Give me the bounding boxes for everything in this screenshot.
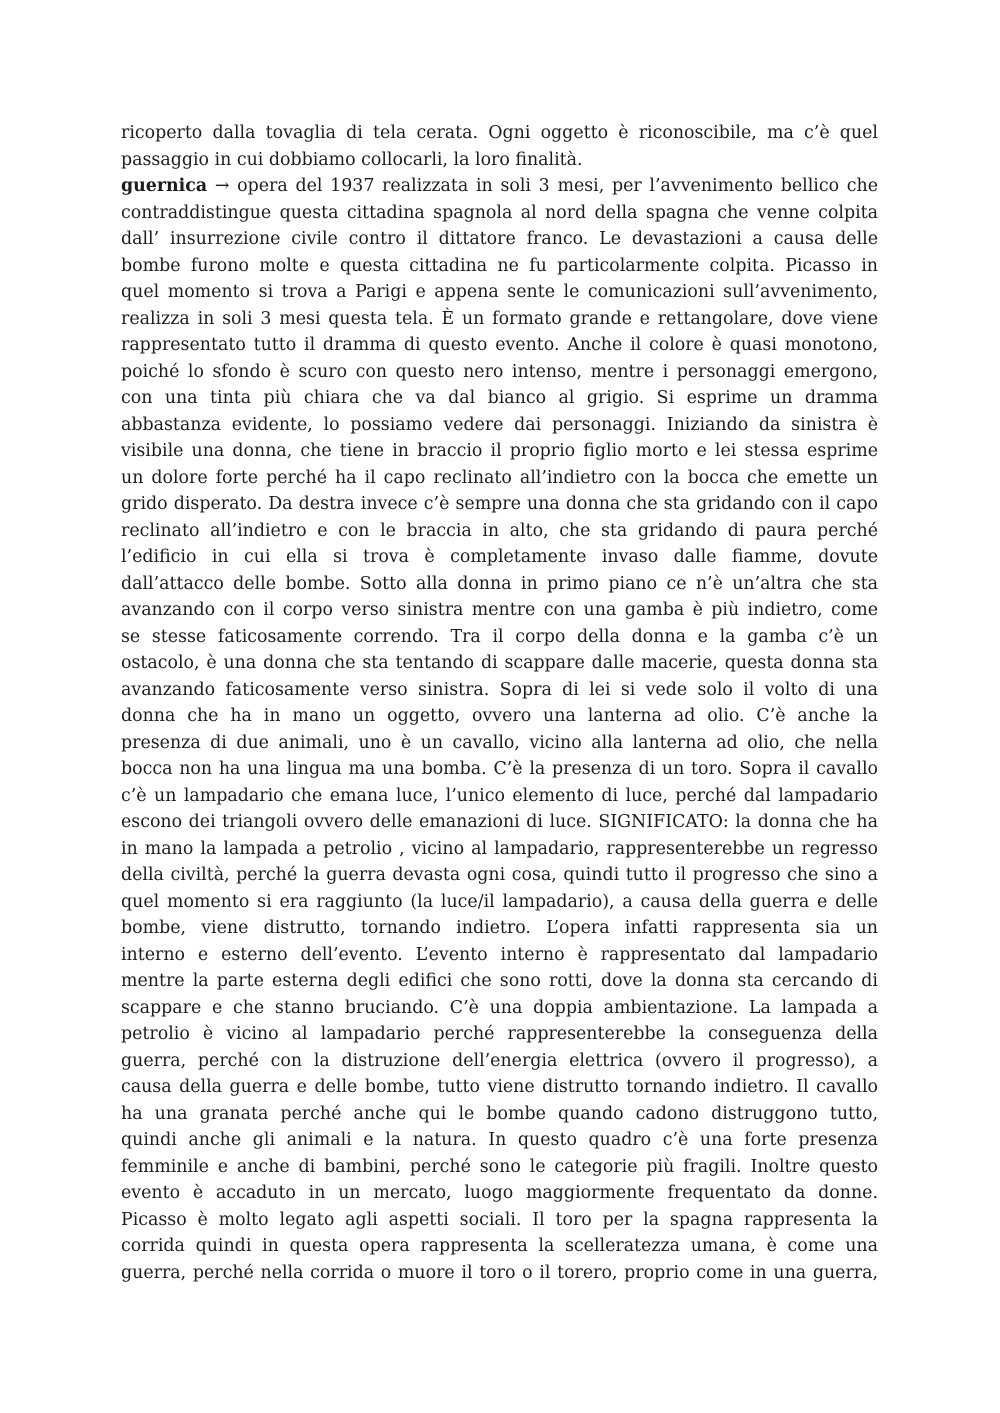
text-line: reclinato all’indietro e con le braccia in alto, che sta gridando di paura perché (121, 520, 878, 541)
text-line: guerra, perché nella corrida o muore il toro o il torero, proprio come in una guerra, (121, 1262, 878, 1283)
document-page (121, 120, 878, 1286)
paragraph-guernica (121, 173, 878, 1286)
text-line: causa della guerra e delle bombe, tutto viene distrutto tornando indietro. Il cavallo (121, 1077, 878, 1097)
text-line: in mano la lampada a petrolio , vicino al lampadario, rappresenterebbe un regresso (121, 838, 878, 859)
text-line: poiché lo sfondo è scuro con questo nero intenso, mentre i personaggi emergono, (121, 361, 878, 382)
text-line: Picasso è molto legato agli aspetti sociali. Il toro per la spagna rappresenta la (121, 1209, 878, 1230)
text-line: grido disperato. Da destra invece c’è sempre una donna che sta gridando con il capo (121, 494, 878, 514)
text-line: quel momento si era raggiunto (la luce/il lampadario), a causa della guerra e delle (121, 891, 878, 912)
text-line: un dolore forte perché ha il capo reclinato all’indietro con la bocca che emette un (121, 467, 878, 488)
text-line: della civiltà, perché la guerra devasta ogni cosa, quindi tutto il progresso che sino a (121, 865, 878, 885)
text-line: bombe, viene distrutto, tornando indietro. L’opera infatti rappresenta sia un (121, 918, 878, 938)
paragraph-intro (121, 120, 878, 173)
text-line: passaggio in cui dobbiamo collocarli, la loro finalità. (121, 149, 583, 170)
text-line: realizza in soli 3 mesi questa tela. È un formato grande e rettangolare, dove viene (121, 308, 878, 329)
text-line: c’è un lampadario che emana luce, l’unico elemento di luce, perché dal lampadario (121, 785, 878, 806)
text-line: interno e esterno dell’evento. L’evento interno è rappresentato dal lampadario (121, 944, 878, 965)
text-line: l’edificio in cui ella si trova è completamente invaso dalle fiamme, dovute (121, 547, 878, 567)
text-line: avanzando faticosamente verso sinistra. Sopra di lei si vede solo il volto di una (121, 679, 878, 700)
text-line: dall’attacco delle bombe. Sotto alla donna in primo piano ce n’è un’altra che sta (121, 573, 878, 594)
text-line: ostacolo, è una donna che sta tentando di scappare dalle macerie, questa donna sta (121, 653, 878, 673)
term-guernica: guernica (121, 176, 208, 196)
text-line: bombe furono molte e questa cittadina ne fu particolarmente colpita. Picasso in (121, 255, 878, 276)
text-line: avanzando con il corpo verso sinistra mentre con una gamba è più indietro, come (121, 600, 878, 620)
text-line (121, 173, 878, 200)
text-line: evento è accaduto in un mercato, luogo maggiormente frequentato da donne. (121, 1183, 878, 1203)
text-fragment: opera del 1937 realizzata in soli 3 mesi, per l’avvenimento bellico che (229, 176, 878, 196)
text-line: escono dei triangoli ovvero delle emanazioni di luce. SIGNIFICATO: la donna che ha (121, 812, 878, 832)
text-line: abbastanza evidente, lo possiamo vedere dai personaggi. Iniziando da sinistra è (121, 414, 878, 435)
text-line: corrida quindi in questa opera rappresenta la scelleratezza umana, è come una (121, 1236, 878, 1256)
text-line: se stesse faticosamente correndo. Tra il corpo della donna e la gamba c’è un (121, 626, 878, 647)
text-line: visibile una donna, che tiene in braccio il proprio figlio morto e lei stessa esprime (121, 441, 878, 461)
text-line: bocca non ha una lingua ma una bomba. C’è la presenza di un toro. Sopra il cavallo (121, 759, 878, 779)
text-line: mentre la parte esterna degli edifici che sono rotti, dove la donna sta cercando di (121, 971, 878, 991)
text-line: contraddistingue questa cittadina spagnola al nord della spagna che venne colpita (121, 202, 878, 223)
text-line: dall’ insurrezione civile contro il dittatore franco. Le devastazioni a causa delle (121, 229, 878, 249)
text-line: ha una granata perché anche qui le bombe quando cadono distruggono tutto, (121, 1103, 878, 1124)
text-line: femminile e anche di bambini, perché sono le categorie più fragili. Inoltre questo (121, 1156, 878, 1177)
text-line: rappresentato tutto il dramma di questo evento. Anche il colore è quasi monotono, (121, 335, 878, 355)
text-line: ricoperto dalla tovaglia di tela cerata. Ogni oggetto è riconoscibile, ma c’è quel (121, 123, 878, 143)
text-line: presenza di due animali, uno è un cavallo, vicino alla lanterna ad olio, che nella (121, 732, 878, 753)
text-line: petrolio è vicino al lampadario perché rappresenterebbe la conseguenza della (121, 1024, 878, 1044)
text-line: con una tinta più chiara che va dal bianco al grigio. Si esprime un dramma (121, 388, 878, 408)
text-line: quindi anche gli animali e la natura. In questo quadro c’è una forte presenza (121, 1130, 878, 1150)
text-line: scappare e che stanno bruciando. C’è una doppia ambientazione. La lampada a (121, 997, 878, 1018)
text-line: quel momento si trova a Parigi e appena sente le comunicazioni sull’avvenimento, (121, 282, 878, 302)
arrow-icon: → (214, 176, 230, 196)
paragraph-lines (121, 200, 878, 1287)
text-line: donna che ha in mano un oggetto, ovvero una lanterna ad olio. C’è anche la (121, 706, 878, 726)
text-line: guerra, perché con la distruzione dell’energia elettrica (ovvero il progresso), a (121, 1050, 878, 1071)
